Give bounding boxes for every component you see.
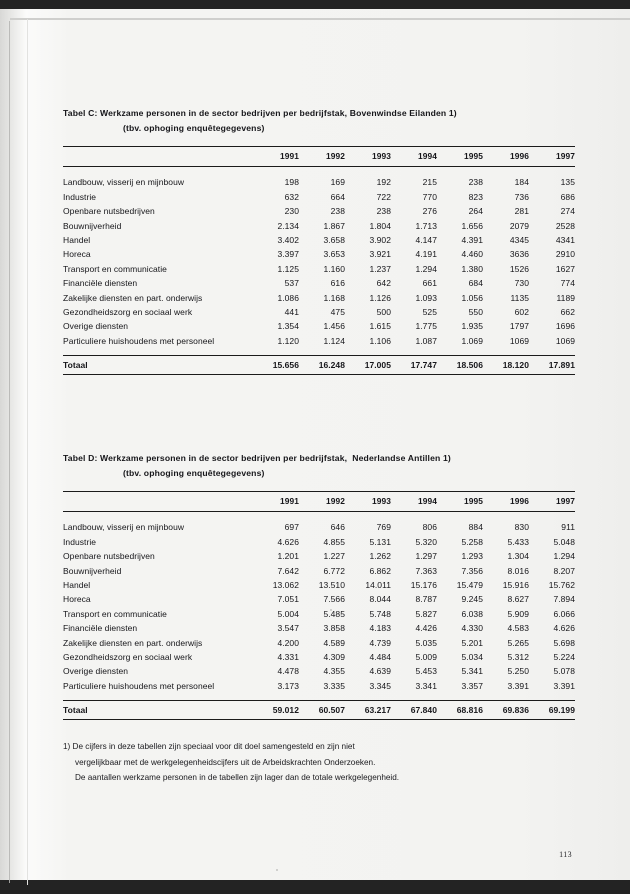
cell-1992: 5.485 bbox=[323, 608, 345, 619]
cell-1996: 602 bbox=[514, 307, 529, 318]
cell-1994: 4.147 bbox=[415, 235, 437, 246]
cell-1996: 5.312 bbox=[507, 652, 529, 663]
table-c-col-1992: 1992 bbox=[299, 147, 345, 167]
total-1997: 17.891 bbox=[529, 356, 575, 375]
cell-1993: 3.345 bbox=[369, 680, 391, 691]
cell-1997: 2528 bbox=[555, 220, 575, 231]
cell-1996: 1.304 bbox=[507, 551, 529, 562]
cell-1995: 264 bbox=[468, 206, 483, 217]
cell-1994: 215 bbox=[422, 177, 437, 188]
cell-1992: 1.456 bbox=[323, 321, 345, 332]
table-row bbox=[63, 564, 575, 578]
cell-1991: 3.547 bbox=[277, 623, 299, 634]
cell-1993: 769 bbox=[376, 522, 391, 533]
table-c-col-1994: 1994 bbox=[391, 147, 437, 167]
table-row bbox=[63, 334, 575, 348]
cell-1991: 4.478 bbox=[277, 666, 299, 677]
row-label: Particuliere huishoudens met personeel bbox=[63, 335, 215, 346]
cell-1991: 697 bbox=[284, 522, 299, 533]
cell-1991: 7.642 bbox=[277, 565, 299, 576]
cell-1996: 8.016 bbox=[507, 565, 529, 576]
cell-1996: 1069 bbox=[509, 335, 529, 346]
cell-1991: 230 bbox=[284, 206, 299, 217]
cell-1992: 3.658 bbox=[323, 235, 345, 246]
table-c-header-row bbox=[63, 147, 575, 167]
cell-1995: 5.341 bbox=[461, 666, 483, 677]
cell-1996: 3636 bbox=[509, 249, 529, 260]
row-label: Transport en communicatie bbox=[63, 263, 167, 274]
footnote-line-3: De aantallen werkzame personen in de tabellen zijn lager dan de totale werkgelegenheid. bbox=[75, 773, 400, 782]
cell-1994: 1.093 bbox=[415, 292, 437, 303]
cell-1995: 684 bbox=[468, 278, 483, 289]
table-row bbox=[63, 549, 575, 563]
cell-1993: 1.615 bbox=[369, 321, 391, 332]
cell-1992: 1.160 bbox=[323, 263, 345, 274]
row-label: Handel bbox=[63, 580, 91, 591]
cell-1995: 4.391 bbox=[461, 235, 483, 246]
cell-1994: 276 bbox=[422, 206, 437, 217]
cell-1994: 8.787 bbox=[415, 594, 437, 605]
cell-1997: 911 bbox=[561, 522, 575, 533]
cell-1991: 1.354 bbox=[277, 321, 299, 332]
cell-1991: 4.331 bbox=[277, 652, 299, 663]
cell-1992: 1.867 bbox=[323, 220, 345, 231]
table-c-block bbox=[0, 108, 630, 375]
cell-1993: 4.739 bbox=[369, 637, 391, 648]
cell-1997: 135 bbox=[560, 177, 575, 188]
cell-1996: 730 bbox=[514, 278, 529, 289]
cell-1994: 525 bbox=[422, 307, 437, 318]
cell-1991: 3.173 bbox=[277, 680, 299, 691]
cell-1996: 5.909 bbox=[507, 608, 529, 619]
table-row bbox=[63, 233, 575, 247]
document-page bbox=[0, 9, 630, 880]
cell-1997: 5.048 bbox=[553, 536, 575, 547]
table-d bbox=[63, 491, 575, 720]
total-1993: 17.005 bbox=[345, 356, 391, 375]
cell-1996: 1135 bbox=[510, 292, 529, 303]
cell-1992: 1.227 bbox=[323, 551, 345, 562]
cell-1997: 5.224 bbox=[553, 652, 575, 663]
table-c-subtitle: (tbv. ophoging enquêtegegevens) bbox=[123, 123, 265, 133]
row-label: Industrie bbox=[63, 191, 97, 202]
row-label: Landbouw, visserij en mijnbouw bbox=[63, 177, 185, 188]
page-number: 113 bbox=[559, 850, 572, 859]
cell-1991: 537 bbox=[284, 278, 299, 289]
table-c-body bbox=[63, 167, 575, 375]
cell-1992: 646 bbox=[330, 522, 345, 533]
table-c-col-1997: 1997 bbox=[529, 147, 575, 167]
cell-1993: 1.126 bbox=[369, 292, 391, 303]
table-row bbox=[63, 650, 575, 664]
cell-1995: 1.656 bbox=[461, 220, 483, 231]
table-row bbox=[63, 535, 575, 549]
table-c-spacer bbox=[63, 167, 575, 176]
cell-1995: 15.479 bbox=[456, 580, 483, 591]
cell-1995: 5.034 bbox=[461, 652, 483, 663]
cell-1991: 3.397 bbox=[277, 249, 299, 260]
cell-1997: 6.066 bbox=[553, 608, 575, 619]
cell-1996: 830 bbox=[514, 522, 529, 533]
cell-1996: 8.627 bbox=[507, 594, 529, 605]
cell-1992: 3.653 bbox=[323, 249, 345, 260]
table-row bbox=[63, 219, 575, 233]
row-label: Bouwnijverheid bbox=[63, 220, 122, 231]
cell-1993: 192 bbox=[376, 177, 391, 188]
cell-1994: 1.775 bbox=[415, 321, 437, 332]
cell-1994: 5.035 bbox=[415, 637, 437, 648]
cell-1997: 1069 bbox=[555, 335, 575, 346]
cell-1997: 4.626 bbox=[553, 623, 575, 634]
cell-1992: 4.309 bbox=[323, 652, 345, 663]
total-1992: 60.507 bbox=[299, 701, 345, 720]
spacer-cell bbox=[63, 512, 575, 521]
cell-1992: 6.772 bbox=[323, 565, 345, 576]
page-content bbox=[0, 9, 630, 880]
cell-1993: 1.237 bbox=[369, 263, 391, 274]
row-label: Bouwnijverheid bbox=[63, 565, 122, 576]
cell-1997: 662 bbox=[560, 307, 575, 318]
cell-1996: 5.433 bbox=[507, 536, 529, 547]
cell-1991: 3.402 bbox=[277, 235, 299, 246]
row-label: Financiële diensten bbox=[63, 278, 138, 289]
table-row bbox=[63, 520, 575, 534]
cell-1991: 2.134 bbox=[277, 220, 299, 231]
cell-1995: 4.460 bbox=[461, 249, 483, 260]
total-1995: 18.506 bbox=[437, 356, 483, 375]
cell-1992: 13.510 bbox=[318, 580, 345, 591]
row-label: Overige diensten bbox=[63, 666, 129, 677]
total-1995: 68.816 bbox=[437, 701, 483, 720]
row-label: Gezondheidszorg en sociaal werk bbox=[63, 307, 193, 318]
cell-1993: 8.044 bbox=[369, 594, 391, 605]
cell-1993: 5.748 bbox=[369, 608, 391, 619]
total-1996: 69.836 bbox=[483, 701, 529, 720]
cell-1991: 441 bbox=[284, 307, 299, 318]
cell-1992: 3.858 bbox=[323, 623, 345, 634]
cell-1991: 632 bbox=[284, 191, 299, 202]
cell-1992: 4.589 bbox=[323, 637, 345, 648]
row-label: Gezondheidszorg en sociaal werk bbox=[63, 652, 193, 663]
table-row bbox=[63, 664, 575, 678]
table-d-spacer bbox=[63, 512, 575, 521]
cell-1997: 2910 bbox=[555, 249, 575, 260]
table-d-col-1996: 1996 bbox=[483, 492, 529, 512]
row-label: Landbouw, visserij en mijnbouw bbox=[63, 522, 185, 533]
cell-1994: 3.341 bbox=[415, 680, 437, 691]
cell-1995: 823 bbox=[468, 191, 483, 202]
cell-1997: 4341 bbox=[555, 235, 575, 246]
table-row bbox=[63, 592, 575, 606]
cell-1993: 1.106 bbox=[369, 335, 391, 346]
cell-1995: 5.258 bbox=[461, 536, 483, 547]
row-label: Zakelijke diensten en part. onderwijs bbox=[63, 292, 203, 303]
cell-1996: 1526 bbox=[509, 263, 529, 274]
cell-1996: 736 bbox=[514, 191, 529, 202]
cell-1997: 1.294 bbox=[553, 551, 575, 562]
cell-1994: 806 bbox=[422, 522, 437, 533]
cell-1995: 238 bbox=[468, 177, 483, 188]
footnote-line-1: 1) De cijfers in deze tabellen zijn speciaal voor dit doel samengesteld en zijn niet bbox=[63, 742, 355, 751]
table-d-subtitle: (tbv. ophoging enquêtegegevens) bbox=[123, 468, 265, 478]
row-label: Financiële diensten bbox=[63, 623, 138, 634]
cell-1997: 5.698 bbox=[553, 637, 575, 648]
table-row bbox=[63, 276, 575, 290]
cell-1997: 8.207 bbox=[553, 565, 575, 576]
table-c-col-1996: 1996 bbox=[483, 147, 529, 167]
table-row bbox=[63, 262, 575, 276]
table-row bbox=[63, 607, 575, 621]
cell-1995: 5.201 bbox=[461, 637, 483, 648]
table-c bbox=[63, 146, 575, 375]
cell-1996: 2079 bbox=[509, 220, 529, 231]
cell-1997: 5.078 bbox=[553, 666, 575, 677]
cell-1994: 5.009 bbox=[415, 652, 437, 663]
row-label: Horeca bbox=[63, 249, 91, 260]
cell-1996: 3.391 bbox=[507, 680, 529, 691]
row-label: Zakelijke diensten en part. onderwijs bbox=[63, 637, 203, 648]
table-row bbox=[63, 578, 575, 592]
table-d-title: Tabel D: Werkzame personen in de sector bedrijven per bedrijfstak, Nederlandse Antillen 1) bbox=[63, 453, 451, 463]
table-d-col-1993: 1993 bbox=[345, 492, 391, 512]
cell-1993: 5.131 bbox=[369, 536, 391, 547]
cell-1992: 616 bbox=[330, 278, 345, 289]
cell-1996: 15.916 bbox=[502, 580, 529, 591]
cell-1993: 14.011 bbox=[365, 580, 391, 591]
cell-1994: 5.827 bbox=[415, 608, 437, 619]
table-d-col-1992: 1992 bbox=[299, 492, 345, 512]
cell-1991: 198 bbox=[284, 177, 299, 188]
cell-1997: 774 bbox=[560, 278, 575, 289]
cell-1993: 4.183 bbox=[369, 623, 391, 634]
cell-1991: 1.201 bbox=[277, 551, 299, 562]
cell-1997: 7.894 bbox=[553, 594, 575, 605]
cell-1995: 4.330 bbox=[461, 623, 483, 634]
cell-1993: 4.639 bbox=[369, 666, 391, 677]
cell-1991: 1.086 bbox=[277, 292, 299, 303]
table-c-spacer bbox=[63, 348, 575, 356]
table-row bbox=[63, 621, 575, 635]
cell-1996: 4.583 bbox=[507, 623, 529, 634]
cell-1993: 4.484 bbox=[369, 652, 391, 663]
footnote-line-2: vergelijkbaar met de werkgelegenheidscijfers uit de Arbeidskrachten Onderzoeken. bbox=[75, 757, 376, 767]
cell-1994: 5.453 bbox=[415, 666, 437, 677]
total-1997: 69.199 bbox=[529, 701, 575, 720]
cell-1994: 1.087 bbox=[415, 335, 437, 346]
cell-1991: 13.062 bbox=[272, 580, 299, 591]
cell-1993: 1.262 bbox=[369, 551, 391, 562]
cell-1997: 1627 bbox=[555, 263, 575, 274]
table-d-label-header bbox=[63, 492, 253, 512]
cell-1995: 6.038 bbox=[461, 608, 483, 619]
table-d-total-row bbox=[63, 701, 575, 720]
cell-1997: 1189 bbox=[556, 292, 575, 303]
cell-1991: 4.626 bbox=[277, 536, 299, 547]
cell-1995: 1.935 bbox=[461, 321, 483, 332]
row-label: Openbare nutsbedrijven bbox=[63, 206, 155, 217]
cell-1995: 1.380 bbox=[461, 263, 483, 274]
table-row bbox=[63, 291, 575, 305]
table-d-col-1997: 1997 bbox=[529, 492, 575, 512]
cell-1992: 664 bbox=[330, 191, 345, 202]
cell-1994: 1.297 bbox=[415, 551, 437, 562]
cell-1992: 238 bbox=[330, 206, 345, 217]
cell-1994: 5.320 bbox=[415, 536, 437, 547]
cell-1992: 1.168 bbox=[323, 292, 345, 303]
row-label: Openbare nutsbedrijven bbox=[63, 551, 155, 562]
row-label: Particuliere huishoudens met personeel bbox=[63, 680, 215, 691]
row-label: Horeca bbox=[63, 594, 91, 605]
table-row bbox=[63, 204, 575, 218]
table-d-col-1991: 1991 bbox=[253, 492, 299, 512]
scan-edge-top bbox=[0, 0, 630, 9]
table-d-body bbox=[63, 512, 575, 720]
cell-1996: 1797 bbox=[509, 321, 529, 332]
cell-1991: 4.200 bbox=[277, 637, 299, 648]
cell-1997: 274 bbox=[560, 206, 575, 217]
cell-1991: 5.004 bbox=[277, 608, 299, 619]
row-label: Handel bbox=[63, 235, 91, 246]
table-c-col-1993: 1993 bbox=[345, 147, 391, 167]
cell-1996: 5.265 bbox=[507, 637, 529, 648]
cell-1992: 169 bbox=[330, 177, 345, 188]
total-label: Totaal bbox=[63, 701, 253, 720]
row-label: Overige diensten bbox=[63, 321, 129, 332]
total-1994: 17.747 bbox=[391, 356, 437, 375]
total-1996: 18.120 bbox=[483, 356, 529, 375]
table-row bbox=[63, 305, 575, 319]
cell-1993: 1.804 bbox=[369, 220, 391, 231]
total-1991: 15.656 bbox=[253, 356, 299, 375]
table-row bbox=[63, 190, 575, 204]
scan-edge-bottom bbox=[0, 880, 630, 894]
table-row bbox=[63, 247, 575, 261]
table-c-label-header bbox=[63, 147, 253, 167]
spacer-cell bbox=[63, 167, 575, 176]
cell-1994: 4.426 bbox=[415, 623, 437, 634]
cell-1994: 15.176 bbox=[410, 580, 437, 591]
cell-1995: 884 bbox=[468, 522, 483, 533]
table-c-col-1991: 1991 bbox=[253, 147, 299, 167]
cell-1992: 3.335 bbox=[323, 680, 345, 691]
table-c-col-1995: 1995 bbox=[437, 147, 483, 167]
cell-1995: 7.356 bbox=[461, 565, 483, 576]
cell-1994: 4.191 bbox=[415, 249, 437, 260]
row-label: Transport en communicatie bbox=[63, 608, 167, 619]
cell-1994: 661 bbox=[422, 278, 437, 289]
row-label: Industrie bbox=[63, 536, 97, 547]
cell-1994: 1.294 bbox=[415, 263, 437, 274]
table-c-title: Tabel C: Werkzame personen in de sector bedrijven per bedrijfstak, Bovenwindse Eilanden 1) bbox=[63, 108, 457, 118]
cell-1996: 281 bbox=[514, 206, 529, 217]
cell-1993: 722 bbox=[376, 191, 391, 202]
cell-1997: 15.762 bbox=[548, 580, 575, 591]
table-row bbox=[63, 319, 575, 333]
table-d-block bbox=[0, 453, 630, 720]
cell-1996: 5.250 bbox=[507, 666, 529, 677]
cell-1995: 3.357 bbox=[461, 680, 483, 691]
total-label: Totaal bbox=[63, 356, 253, 375]
cell-1995: 9.245 bbox=[461, 594, 483, 605]
total-1991: 59.012 bbox=[253, 701, 299, 720]
cell-1992: 4.855 bbox=[323, 536, 345, 547]
spacer-cell bbox=[63, 348, 575, 356]
total-1993: 63.217 bbox=[345, 701, 391, 720]
total-1994: 67.840 bbox=[391, 701, 437, 720]
cell-1991: 1.120 bbox=[277, 335, 299, 346]
spacer-cell bbox=[63, 693, 575, 701]
table-row bbox=[63, 679, 575, 693]
cell-1993: 6.862 bbox=[369, 565, 391, 576]
cell-1993: 3.921 bbox=[369, 249, 391, 260]
table-row bbox=[63, 636, 575, 650]
cell-1995: 1.069 bbox=[461, 335, 483, 346]
total-1992: 16.248 bbox=[299, 356, 345, 375]
cell-1997: 3.391 bbox=[553, 680, 575, 691]
cell-1994: 770 bbox=[422, 191, 437, 202]
cell-1993: 238 bbox=[376, 206, 391, 217]
cell-1991: 7.051 bbox=[277, 594, 299, 605]
cell-1997: 686 bbox=[560, 191, 575, 202]
cell-1992: 475 bbox=[330, 307, 345, 318]
cell-1994: 1.713 bbox=[415, 220, 437, 231]
cell-1996: 184 bbox=[514, 177, 529, 188]
cell-1993: 3.902 bbox=[369, 235, 391, 246]
cell-1992: 7.566 bbox=[323, 594, 345, 605]
table-d-header-row bbox=[63, 492, 575, 512]
cell-1995: 550 bbox=[468, 307, 483, 318]
cell-1997: 1696 bbox=[555, 321, 575, 332]
cell-1994: 7.363 bbox=[415, 565, 437, 576]
cell-1993: 642 bbox=[376, 278, 391, 289]
cell-1995: 1.293 bbox=[461, 551, 483, 562]
cell-1992: 4.355 bbox=[323, 666, 345, 677]
cell-1991: 1.125 bbox=[277, 263, 299, 274]
cell-1992: 1.124 bbox=[323, 335, 345, 346]
cell-1996: 4345 bbox=[509, 235, 529, 246]
table-d-col-1994: 1994 bbox=[391, 492, 437, 512]
table-d-col-1995: 1995 bbox=[437, 492, 483, 512]
cell-1993: 500 bbox=[376, 307, 391, 318]
table-c-total-row bbox=[63, 356, 575, 375]
cell-1995: 1.056 bbox=[461, 292, 483, 303]
table-d-spacer bbox=[63, 693, 575, 701]
footnote bbox=[63, 739, 583, 786]
table-row bbox=[63, 175, 575, 189]
